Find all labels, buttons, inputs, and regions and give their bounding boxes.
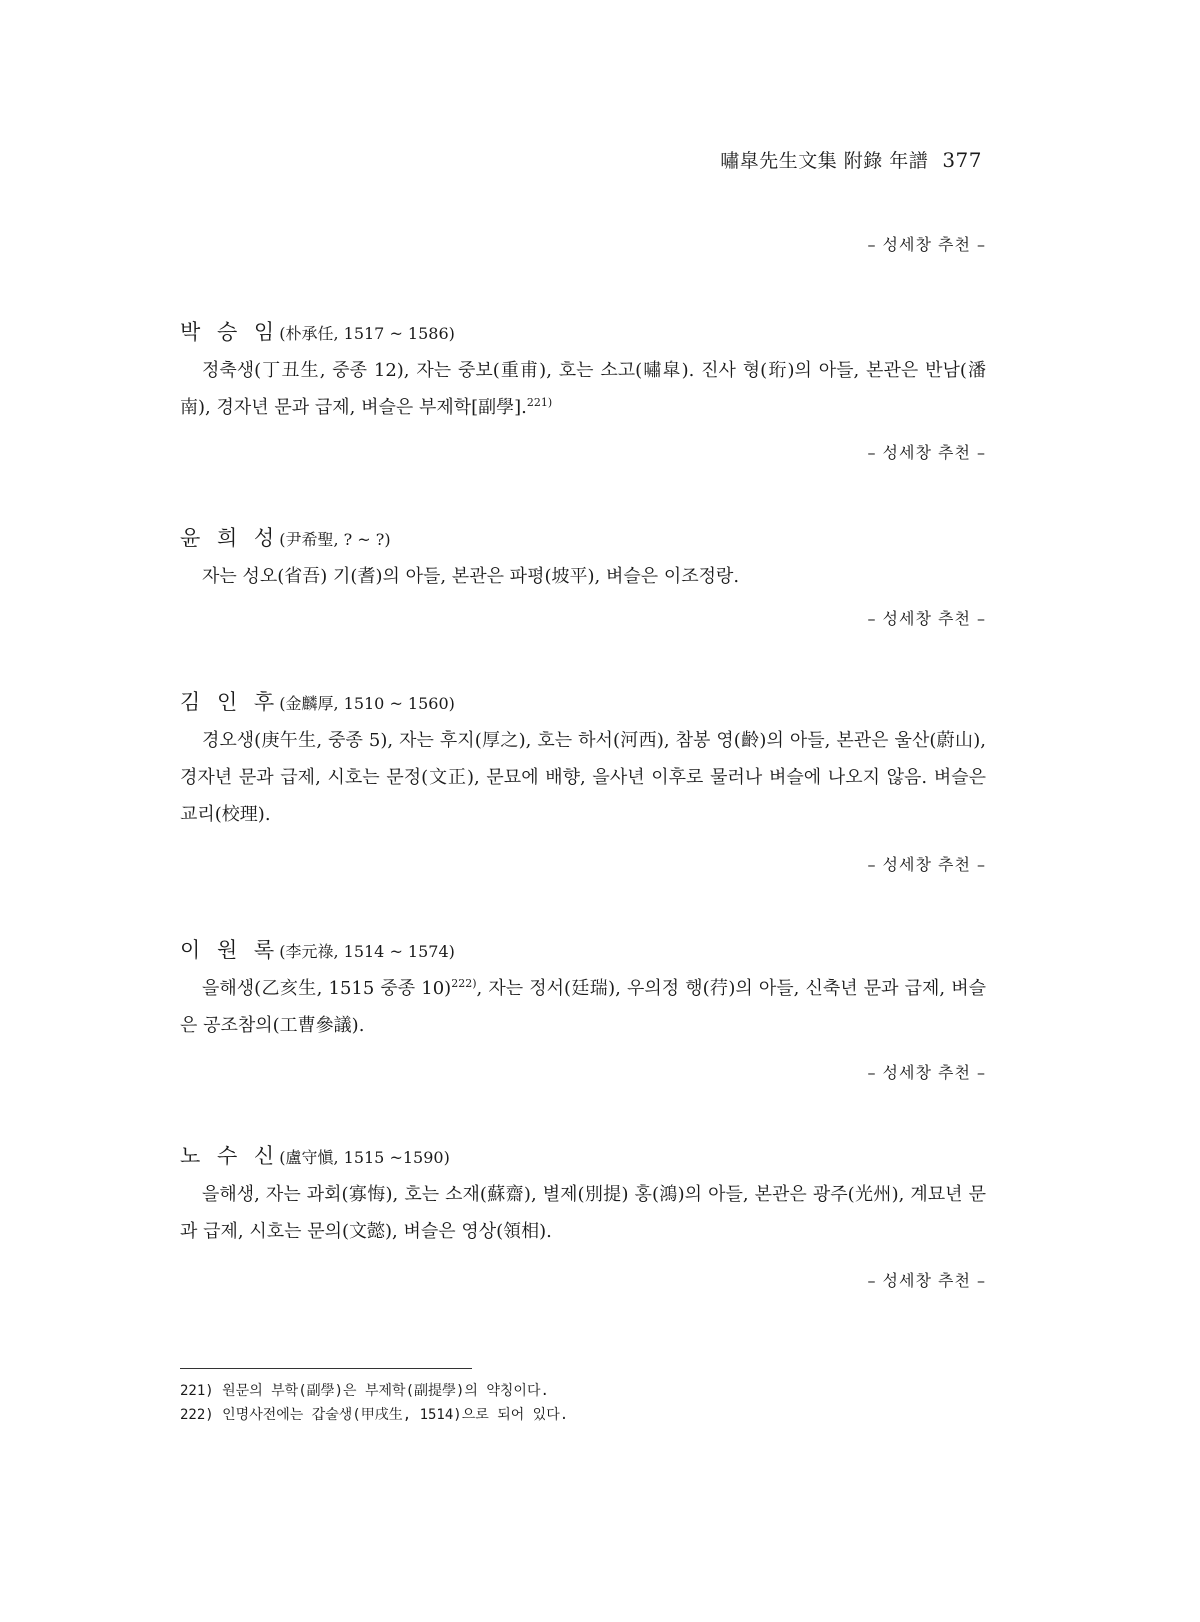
- entry-name: 노 수 신: [180, 1144, 280, 1168]
- entry-paren: (金麟厚, 1510 ~ 1560): [279, 694, 455, 713]
- entry-body-park-seungim: [180, 352, 986, 426]
- entry-title-lee-wonrok: [180, 934, 455, 964]
- entry-body-text: 자는 성오(省吾) 기(耆)의 아들, 본관은 파평(坡平), 벼슬은 이조정랑.: [202, 566, 740, 587]
- footnote-ref-222[interactable]: 222): [451, 977, 477, 990]
- entry-credit: – 성세창 추천 –: [867, 855, 986, 874]
- running-header: [720, 146, 982, 173]
- footnote-ref-221[interactable]: 221): [526, 396, 553, 409]
- header-title: 嘯皐先生文集 附錄 年譜: [720, 150, 929, 172]
- entry-body-text: 경오생(庚午生, 중종 5), 자는 후지(厚之), 호는 하서(河西), 참봉 영(齡)의 아들, 본관은 울산(蔚山), 경자년 문과 급제, 시호는 문정(文正), 문묘에 배향, 을사년 이후로 물러나 벼슬에 나오지 않음. 벼슬은 교리(校理).: [180, 730, 986, 825]
- entry-title-kim-inhu: [180, 686, 455, 716]
- footnote-divider: [180, 1368, 472, 1369]
- entry-body-text-pre: 을해생(乙亥生, 1515 중종 10): [202, 978, 452, 999]
- entry-title-no-susin: [180, 1140, 450, 1170]
- entry-body-text-post: , 자는 정서(廷瑞), 우의정 행(荇)의 아들, 신축년 문과 급제, 벼슬은 공조참의(工曹參議).: [180, 978, 986, 1036]
- page-number: 377: [942, 148, 982, 172]
- entry-paren: (李元祿, 1514 ~ 1574): [279, 942, 455, 961]
- entry-paren: (朴承任, 1517 ~ 1586): [279, 324, 455, 343]
- entry-name: 박 승 임: [180, 320, 280, 344]
- entry-body-no-susin: [180, 1176, 986, 1250]
- entry-title-park-seungim: [180, 316, 455, 346]
- entry-title-yun-huiseong: [180, 522, 391, 552]
- entry-paren: (尹希聖, ? ~ ?): [279, 530, 391, 549]
- top-credit: – 성세창 추천 –: [867, 235, 986, 254]
- entry-name: 윤 희 성: [180, 526, 280, 550]
- entry-credit: – 성세창 추천 –: [867, 1271, 986, 1290]
- entry-body-yun-huiseong: [180, 558, 986, 595]
- entry-credit: – 성세창 추천 –: [867, 1063, 986, 1082]
- entry-body-text: 을해생, 자는 과회(寡悔), 호는 소재(蘇齋), 별제(別提) 홍(鴻)의 아들, 본관은 광주(光州), 계묘년 문과 급제, 시호는 문의(文懿), 벼슬은 영상(領相).: [180, 1184, 986, 1242]
- entry-body-kim-inhu: [180, 722, 986, 833]
- entry-name: 김 인 후: [180, 690, 280, 714]
- entry-credit: – 성세창 추천 –: [867, 443, 986, 462]
- entry-body-lee-wonrok: [180, 970, 986, 1044]
- entry-credit: – 성세창 추천 –: [867, 609, 986, 628]
- entry-paren: (盧守愼, 1515 ~1590): [279, 1148, 450, 1167]
- entry-name: 이 원 록: [180, 938, 280, 962]
- footnote-222: 222) 인명사전에는 갑술생(甲戌生, 1514)으로 되어 있다.: [180, 1407, 569, 1423]
- footnote-221: 221) 원문의 부학(副學)은 부제학(副提學)의 약칭이다.: [180, 1383, 549, 1399]
- entry-body-text: 정축생(丁丑生, 중종 12), 자는 중보(重甫), 호는 소고(嘯皐). 진사 형(珩)의 아들, 본관은 반남(潘南), 경자년 문과 급제, 벼슬은 부제학[副學].: [180, 360, 986, 418]
